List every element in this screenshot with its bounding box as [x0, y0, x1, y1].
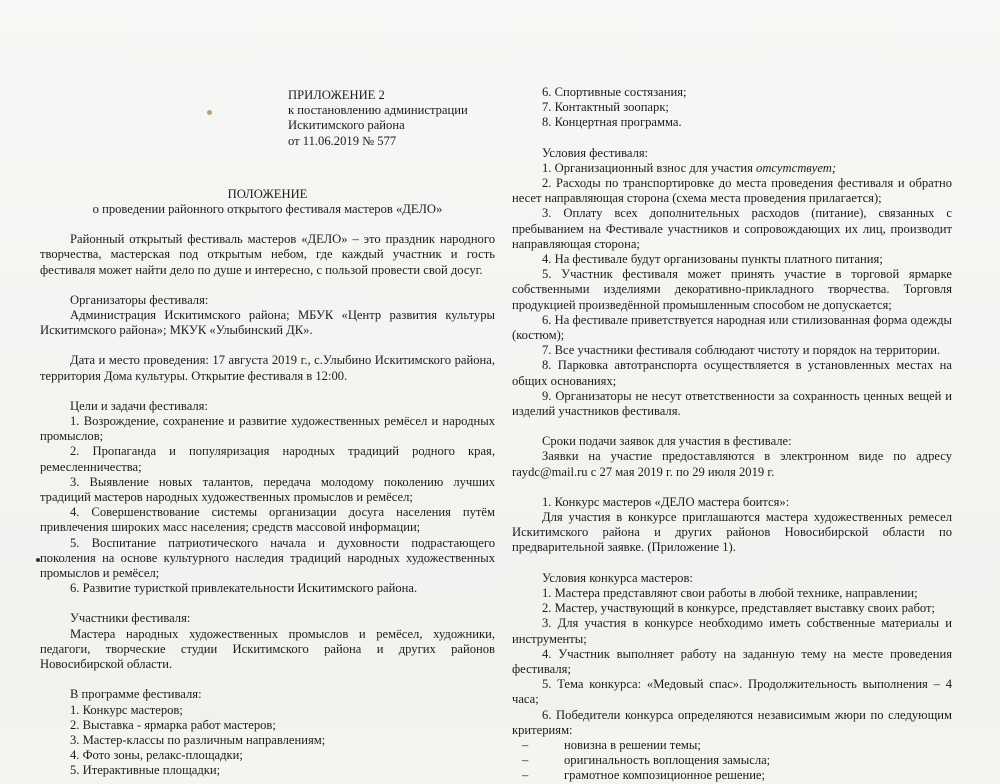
condition-item: 5. Участник фестиваля может принять участие в торговой ярмарке собственными изделиями декоративно-прикладного творчества. Торговля продукцией произведённой промышленным способом не допускается; [512, 267, 952, 312]
intro-paragraph: Районный открытый фестиваль мастеров «ДЕЛО» – это праздник народного творчества, мастерская под открытым небом, где каждый участник и гость фестиваля может найти дело по душе и интересно, с пользой провести свой досуг. [40, 232, 495, 277]
criteria-text: оригинальность воплощения замысла; [564, 753, 771, 768]
dash-marker: – [522, 768, 529, 783]
program-item: 3. Мастер-классы по различным направлениям; [70, 732, 326, 747]
condition-emphasis: отсутствует; [756, 160, 837, 175]
contest-condition-item: 5. Тема конкурса: «Медовый спас». Продолжительность выполнения – 4 часа; [512, 677, 952, 707]
condition-item: 7. Все участники фестиваля соблюдают чистоту и порядок на территории. [542, 343, 941, 358]
goal-item: 4. Совершенствование системы организации досуга населения путём привлечения широких масс населения; средств массовой информации; [40, 505, 495, 535]
deadline-heading: Сроки подачи заявок для участия в фестивале: [542, 434, 792, 449]
contest-condition-item: 4. Участник выполняет работу на заданную тему на месте проведения фестиваля; [512, 646, 952, 676]
participants-heading: Участники фестиваля: [70, 611, 191, 626]
contest-heading: 1. Конкурс мастеров «ДЕЛО мастера боится»: [542, 494, 790, 509]
condition-item: 2. Расходы по транспортировке до места проведения фестиваля и обратно несет направляющая сторона (схема места проведения прилагается); [512, 176, 952, 206]
condition-item: 6. На фестивале приветствуется народная или стилизованная форма одежды (костюм); [512, 312, 952, 343]
deadline-text: Заявки на участие предоставляются в электронном виде по адресу raydc@mail.ru с 27 мая 2019 г. по 29 июля 2019 г. [512, 449, 952, 479]
program-heading: В программе фестиваля: [70, 687, 202, 702]
condition-item: 3. Оплату всех дополнительных расходов (питание), связанных с пребыванием на Фестивале участников и сопровождающих их лиц, производит направляющая сторона; [512, 206, 952, 251]
contest-condition-item: 2. Мастер, участвующий в конкурсе, представляет выставку своих работ; [542, 601, 936, 616]
organizers-heading: Организаторы фестиваля: [70, 292, 209, 307]
program-item: 2. Выставка - ярмарка работ мастеров; [70, 717, 276, 732]
document-subtitle: о проведении районного открытого фестиваля мастеров «ДЕЛО» [92, 202, 443, 217]
date-place-text: Дата и место проведения: 17 августа 2019 г., с.Улыбино Искитимского района, территория Дома культуры. Открытие фестиваля в 12:00. [40, 353, 495, 383]
organizers-text: Администрация Искитимского района; МБУК «Центр развития культуры Искитимского района»; МКУК «Улыбинский ДК». [40, 308, 495, 338]
criteria-text: новизна в решении темы; [564, 737, 701, 752]
condition-item: 8. Парковка автотранспорта осуществляется в установленных местах на общих основаниях; [512, 358, 952, 388]
goal-item: 2. Пропаганда и популяризация народных традиций родного края, ремесленничества; [40, 444, 495, 474]
dash-marker: – [522, 753, 529, 768]
criteria-text: грамотное композиционное решение; [564, 768, 766, 783]
left-column [40, 88, 495, 779]
criteria-item [512, 768, 952, 783]
goal-item: 5. Воспитание патриотического начала и духовности подрастающего поколения на основе культурного наследия традиций народных художественных промыслов и ремёсел; [40, 535, 495, 581]
goal-item: 3. Выявление новых талантов, передача молодому поколению лучших традиций мастеров народных художественных промыслов и ремёсел; [40, 474, 495, 505]
appendix-line: Искитимского района [288, 118, 405, 133]
criteria-item [512, 753, 952, 768]
document-title: ПОЛОЖЕНИЕ [227, 186, 308, 201]
appendix-header [288, 88, 495, 149]
contest-conditions-heading: Условия конкурса мастеров: [542, 570, 693, 585]
dash-marker: – [522, 737, 529, 752]
appendix-line: от 11.06.2019 № 577 [288, 133, 397, 148]
contest-condition-item: 3. Для участия в конкурсе необходимо иметь собственные материалы и инструменты; [512, 616, 952, 646]
appendix-line: ПРИЛОЖЕНИЕ 2 [288, 88, 385, 102]
goal-item: 1. Возрождение, сохранение и развитие художественных ремёсел и народных промыслов; [40, 414, 495, 444]
appendix-line: к постановлению администрации [288, 103, 468, 118]
program-item: 5. Итерактивные площадки; [70, 763, 221, 778]
participants-text: Мастера народных художественных промыслов и ремёсел, художники, педагоги, творческие студии Искитимского района и других районов Новосибирской области. [40, 626, 495, 672]
conditions-heading: Условия фестиваля: [542, 145, 649, 160]
program-item: 8. Концертная программа. [542, 115, 682, 130]
goals-heading: Цели и задачи фестиваля: [70, 398, 208, 413]
condition-item: 9. Организаторы не несут ответственности за сохранность ценных вещей и изделий участников фестиваля. [512, 388, 952, 419]
program-item: 6. Спортивные состязания; [542, 85, 687, 99]
condition-item [512, 161, 952, 176]
condition-text: 1. Организационный взнос для участия [542, 160, 757, 175]
criteria-item [512, 738, 952, 753]
contest-condition-item: 6. Победители конкурса определяются независимым жюри по следующим критериям: [512, 707, 952, 737]
program-item: 4. Фото зоны, релакс-площадки; [70, 748, 243, 763]
goal-item: 6. Развитие туристкой привлекательности Искитимского района. [70, 581, 418, 596]
contest-condition-item: 1. Мастера представляют свои работы в любой технике, направлении; [542, 585, 918, 600]
program-item: 1. Конкурс мастеров; [70, 702, 183, 717]
right-column [512, 85, 952, 784]
condition-item: 4. На фестивале будут организованы пункты платного питания; [542, 252, 883, 267]
program-item: 7. Контактный зоопарк; [542, 100, 669, 115]
contest-text: Для участия в конкурсе приглашаются мастера художественных ремесел Искитимского района и других районов Новосибирской области по предварительной заявке. (Приложение 1). [512, 510, 952, 555]
